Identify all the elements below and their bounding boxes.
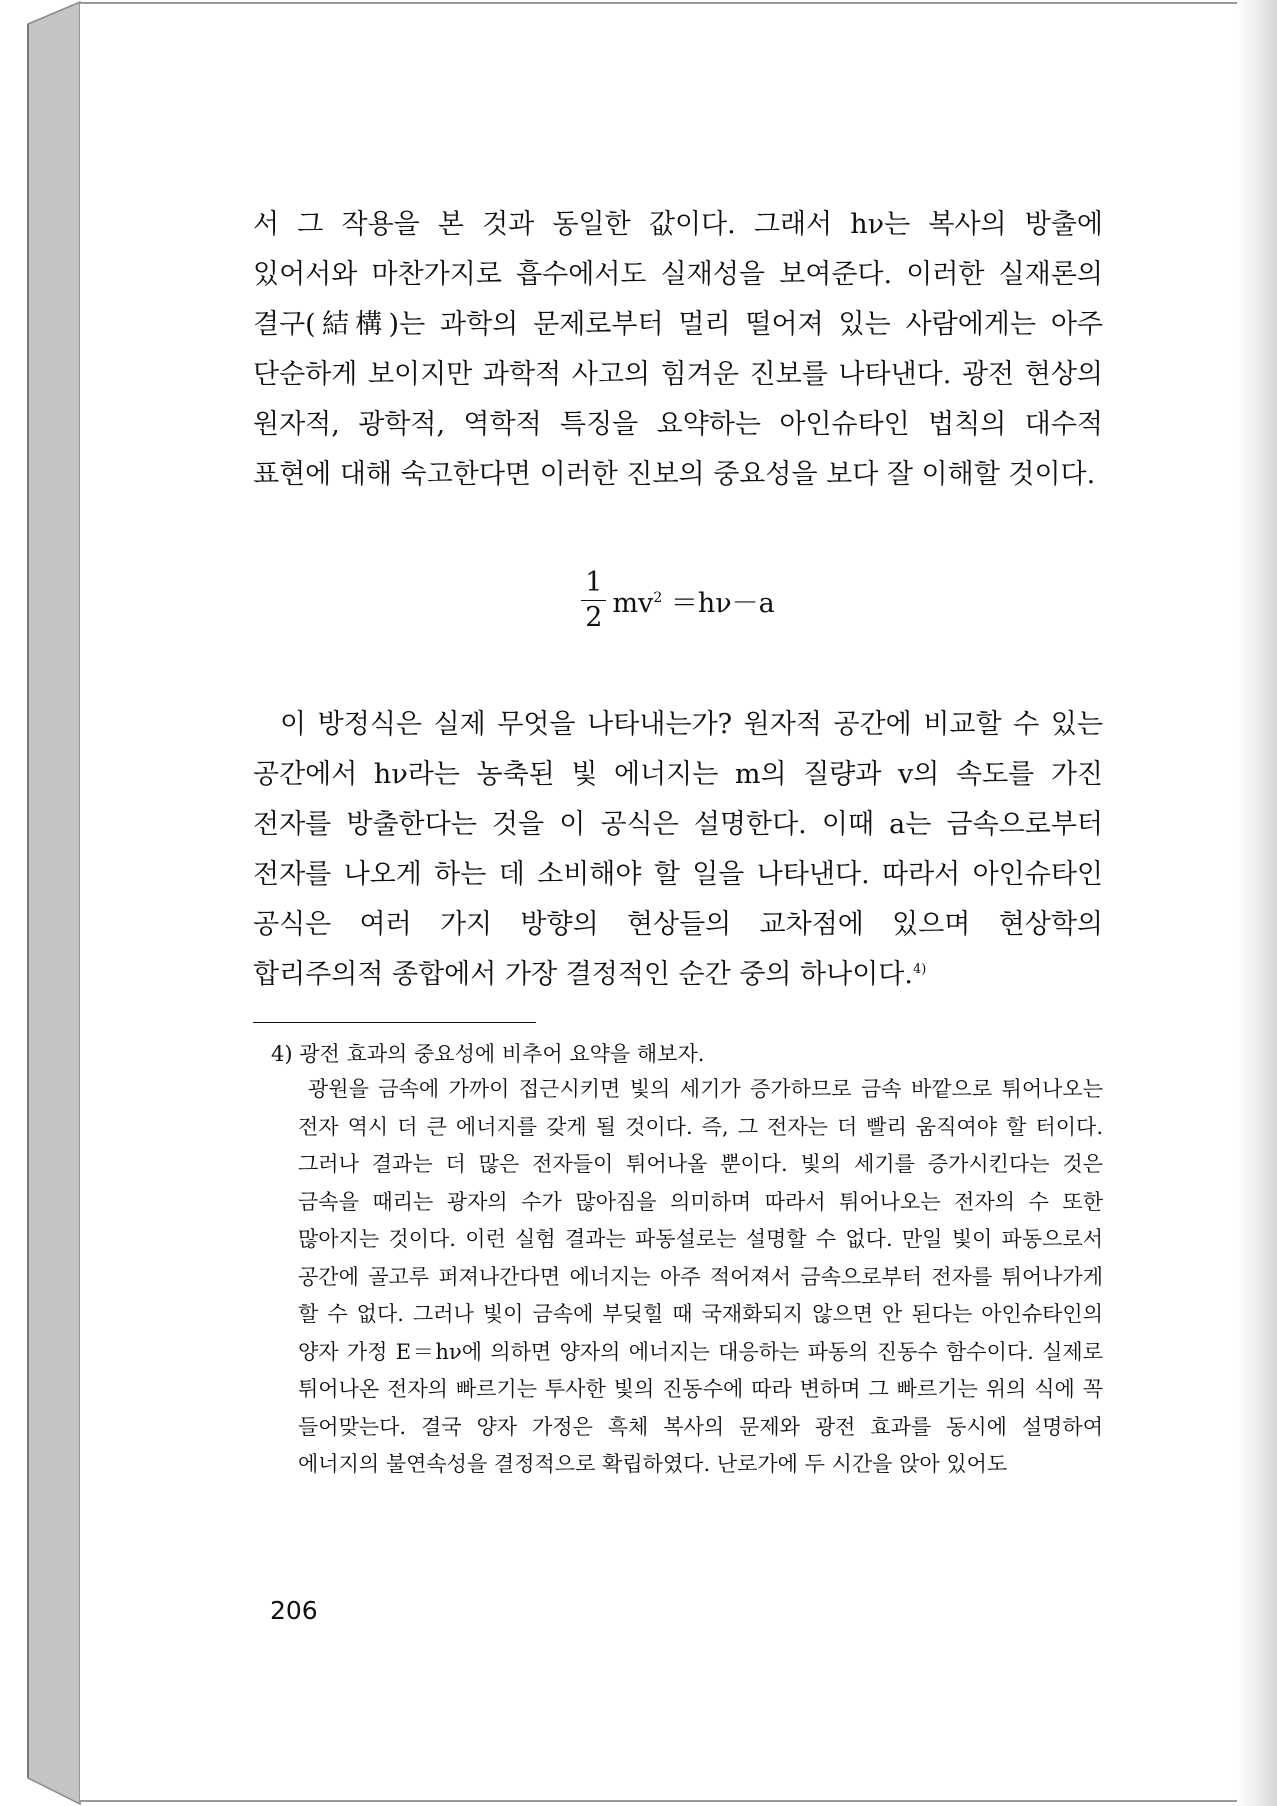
paragraph-2 xyxy=(253,700,1103,1000)
fraction-numerator: 1 xyxy=(581,568,606,601)
page-edge-shadow xyxy=(1237,0,1277,1806)
einstein-equation xyxy=(253,500,1103,700)
footnote-title: 4) 광전 효과의 중요성에 비추어 요약을 해보자. xyxy=(271,1042,705,1066)
equation-rest xyxy=(612,581,774,620)
equation-rhs: ＝hν－a xyxy=(670,587,775,619)
fraction xyxy=(581,568,606,633)
footnote-reference: 4) xyxy=(912,962,927,977)
paragraph-2-text: 이 방정식은 실제 무엇을 나타내는가? 원자적 공간에 비교할 수 있는 공간에서 hν라는 농축된 빛 에너지는 m의 질량과 v의 속도를 가진 전자를 방출한다는 것을 이 공식은 설명한다. 이때 a는 금속으로부터 전자를 나오게 하는 데 소비해야 할 일을 나타낸다. 따라서 아인슈타인 공식은 여러 가지 방향의 현상들의 교차점에 있으며 현상학의 합리주의적 종합에서 가장 결정적인 순간 중의 하나이다. xyxy=(253,709,1103,990)
page-content xyxy=(253,200,1103,1484)
mass-velocity-term: mv xyxy=(612,587,654,619)
footnote-body: 광원을 금속에 가까이 접근시키면 빛의 세기가 증가하므로 금속 바깥으로 튀어나오는 전자 역시 더 큰 에너지를 갖게 될 것이다. 즉, 그 전자는 더 빨리 움직여야 할 터이다. 그러나 결과는 더 많은 전자들이 튀어나올 뿐이다. 빛의 세기를 증가시킨다는 것은 금속을 때리는 광자의 수가 많아짐을 의미하며 따라서 튀어나오는 전자의 수 또한 많아지는 것이다. 이런 실험 결과는 파동설로는 설명할 수 없다. 만일 빛이 파동으로서 공간에 골고루 퍼져나간다면 에너지는 아주 적어져서 금속으로부터 전자를 튀어나가게 할 수 없다. 그러나 빛이 금속에 부딪힐 때 국재화되지 않으면 안 된다는 아인슈타인의 양자 가정 E＝hν에 의하면 양자의 에너지는 대응하는 파동의 진동수 함수이다. 실제로 튀어나온 전자의 빠르기는 투사한 빛의 진동수에 따라 변하며 그 빠르기는 위의 식에 꼭 들어맞는다. 결국 양자 가정은 흑체 복사의 문제와 광전 효과를 동시에 설명하여 에너지의 불연속성을 결정적으로 확립하였다. 난로가에 두 시간을 앉아 있어도 xyxy=(298,1077,1103,1476)
page-number: 206 xyxy=(270,1596,318,1625)
fraction-denominator: 2 xyxy=(585,601,603,633)
paragraph-1: 서 그 작용을 본 것과 동일한 값이다. 그래서 hν는 복사의 방출에 있어서와 마찬가지로 흡수에서도 실재성을 보여준다. 이러한 실재론의 결구(結構)는 과학의 문제로부터 멀리 떨어져 있는 사람에게는 아주 단순하게 보이지만 과학적 사고의 힘겨운 진보를 나타낸다. 광전 현상의 원자적, 광학적, 역학적 특징을 요약하는 아인슈타인 법칙의 대수적 표현에 대해 숙고한다면 이러한 진보의 중요성을 보다 잘 이해할 것이다. xyxy=(253,209,1103,490)
footnote-divider xyxy=(253,1022,536,1023)
velocity-exponent: 2 xyxy=(653,589,663,606)
